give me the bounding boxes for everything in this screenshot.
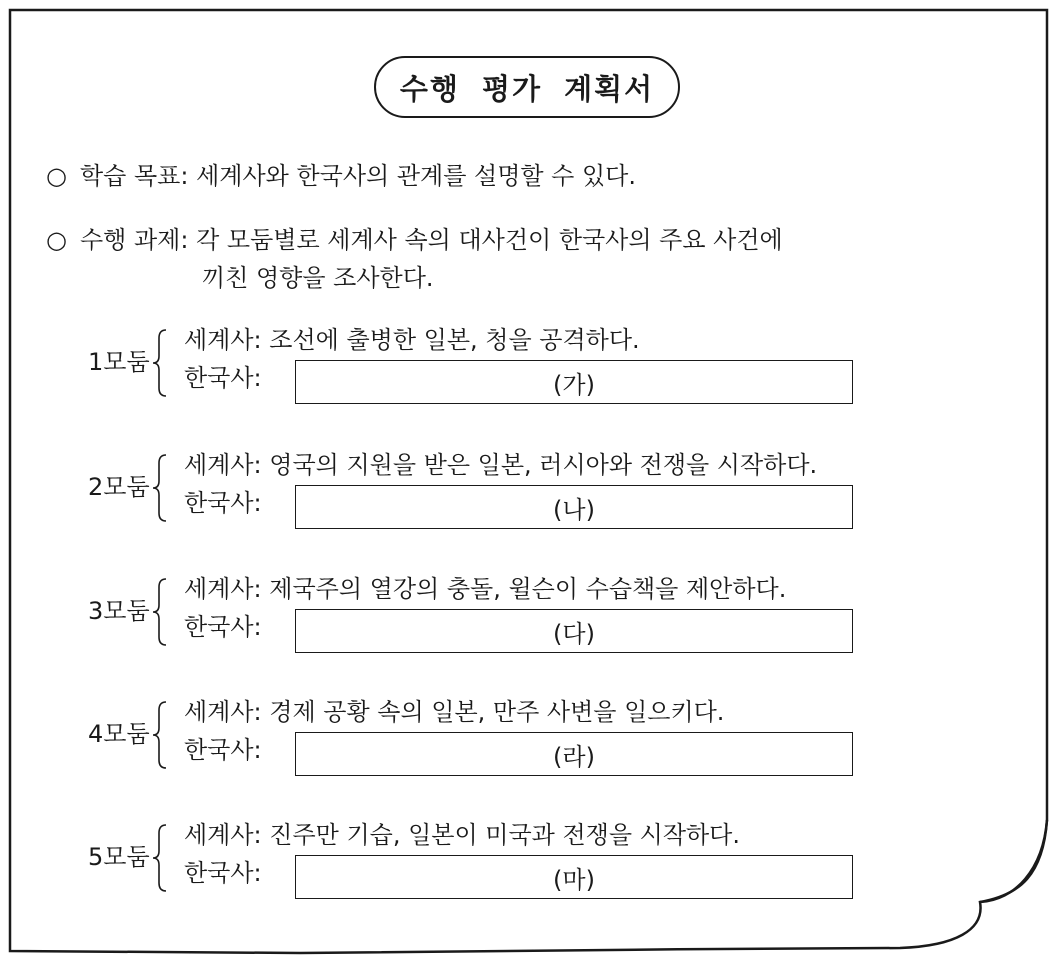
- world-event: 진주만 기습, 일본이 미국과 전쟁을 시작하다.: [269, 821, 740, 849]
- answer-box: (라): [295, 732, 853, 776]
- world-history-line: [184, 573, 786, 605]
- group-label: 3모둠: [88, 597, 150, 625]
- group-label: 5모둠: [88, 843, 150, 871]
- world-event: 영국의 지원을 받은 일본, 러시아와 전쟁을 시작하다.: [269, 451, 818, 479]
- brace-icon: [152, 328, 168, 398]
- korea-label: 한국사:: [184, 489, 262, 517]
- korea-label: 한국사:: [184, 613, 262, 641]
- answer-box: (가): [295, 360, 853, 404]
- group-3: [88, 575, 948, 649]
- world-event: 경제 공황 속의 일본, 만주 사변을 일으키다.: [269, 698, 725, 726]
- task-label: 수행 과제:: [80, 226, 189, 254]
- group-label: 2모둠: [88, 473, 150, 501]
- world-history-line: [184, 324, 640, 356]
- group-label: 1모둠: [88, 348, 150, 376]
- bullet-mark: ○: [46, 226, 67, 254]
- answer-box: (다): [295, 609, 853, 653]
- answer-box: (나): [295, 485, 853, 529]
- world-history-line: [184, 696, 724, 728]
- group-4: [88, 698, 948, 772]
- bullet-mark: ○: [46, 162, 67, 190]
- learning-goal: [46, 160, 636, 192]
- world-label: 세계사:: [184, 698, 262, 726]
- korea-label: 한국사:: [184, 736, 262, 764]
- brace-icon: [152, 823, 168, 893]
- group-5: [88, 821, 948, 895]
- brace-icon: [152, 577, 168, 647]
- goal-text: 세계사와 한국사의 관계를 설명할 수 있다.: [196, 162, 636, 190]
- world-label: 세계사:: [184, 575, 262, 603]
- group-1: [88, 326, 948, 400]
- goal-label: 학습 목표:: [80, 162, 189, 190]
- brace-icon: [152, 700, 168, 770]
- group-label: 4모둠: [88, 720, 150, 748]
- korea-label: 한국사:: [184, 859, 262, 887]
- task-line-2: 끼친 영향을 조사한다.: [202, 264, 434, 292]
- world-label: 세계사:: [184, 326, 262, 354]
- task-line-1: [46, 224, 783, 256]
- world-event: 제국주의 열강의 충돌, 윌슨이 수습책을 제안하다.: [269, 575, 787, 603]
- page-title: 수행 평가 계획서: [374, 56, 680, 118]
- answer-box: (마): [295, 855, 853, 899]
- brace-icon: [152, 453, 168, 523]
- task-text-line1: 각 모둠별로 세계사 속의 대사건이 한국사의 주요 사건에: [196, 226, 783, 254]
- group-2: [88, 451, 948, 525]
- world-label: 세계사:: [184, 821, 262, 849]
- world-event: 조선에 출병한 일본, 청을 공격하다.: [269, 326, 640, 354]
- world-label: 세계사:: [184, 451, 262, 479]
- korea-label: 한국사:: [184, 364, 262, 392]
- world-history-line: [184, 449, 817, 481]
- world-history-line: [184, 819, 740, 851]
